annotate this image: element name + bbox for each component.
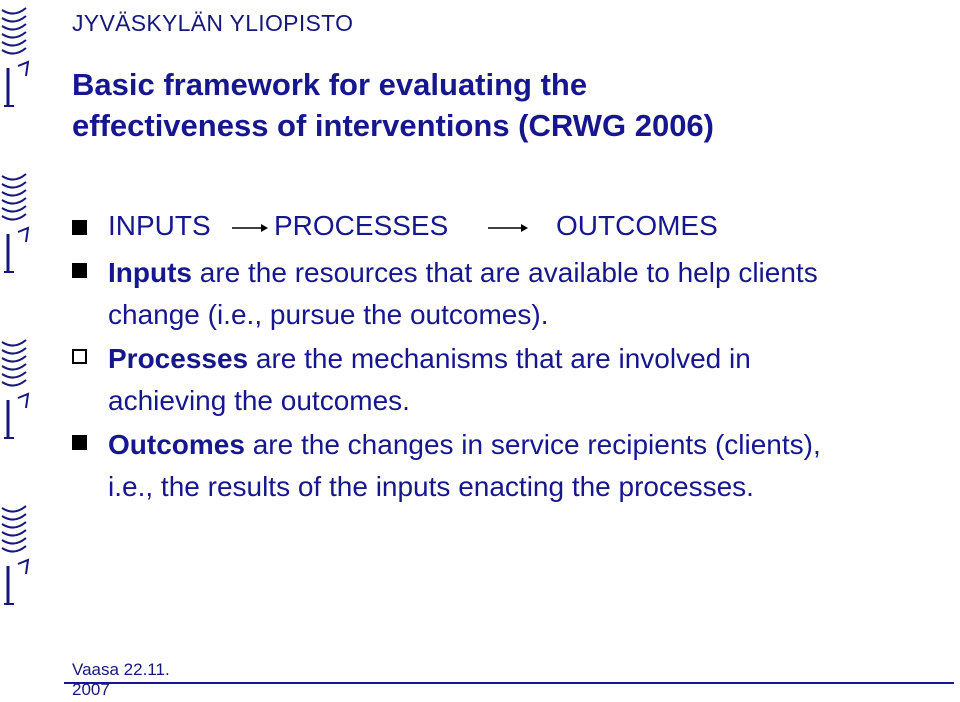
bullet-inputs <box>72 252 818 336</box>
footer-place-date: Vaasa 22.11. <box>72 660 170 679</box>
bullet-term: Inputs <box>108 257 192 288</box>
footer-date <box>72 660 212 700</box>
flow-inputs: INPUTS <box>108 210 211 241</box>
bullet-term: Outcomes <box>108 429 245 460</box>
bullet-text: are the mechanisms that are involved in <box>248 343 751 374</box>
bullet-text: are the resources that are available to help clients <box>192 257 818 288</box>
bullet-inputs-line-1 <box>108 252 818 294</box>
right-arrow-icon <box>230 218 270 234</box>
bullet-outcomes <box>72 424 821 508</box>
bullet-processes <box>72 338 751 422</box>
right-arrow-icon <box>486 218 530 234</box>
flow-row <box>72 208 772 248</box>
bullet-term: Processes <box>108 343 249 374</box>
square-bullet-icon <box>72 435 87 450</box>
slide-title <box>72 64 714 146</box>
square-bullet-icon <box>72 349 87 364</box>
slide-title-line-1: Basic framework for evaluating the <box>72 67 588 102</box>
footer-year: 2007 <box>72 680 110 699</box>
flow-processes: PROCESSES <box>274 210 449 241</box>
flow-outcomes: OUTCOMES <box>556 210 718 241</box>
bullet-processes-line-1 <box>108 338 751 380</box>
university-crest-logo-strip <box>0 0 30 702</box>
bullet-outcomes-line-2: i.e., the results of the inputs enacting the processes. <box>108 471 754 502</box>
bullet-text: are the changes in service recipients (clients), <box>244 429 821 460</box>
square-bullet-icon <box>72 263 87 278</box>
bullet-inputs-line-2: change (i.e., pursue the outcomes). <box>108 299 549 330</box>
bullet-processes-line-2: achieving the outcomes. <box>108 385 410 416</box>
slide-title-line-2: effectiveness of interventions (CRWG 2006) <box>72 108 714 143</box>
bullet-outcomes-line-1 <box>108 424 821 466</box>
square-bullet-icon <box>72 220 87 235</box>
university-name: JYVÄSKYLÄN YLIOPISTO <box>72 10 354 36</box>
